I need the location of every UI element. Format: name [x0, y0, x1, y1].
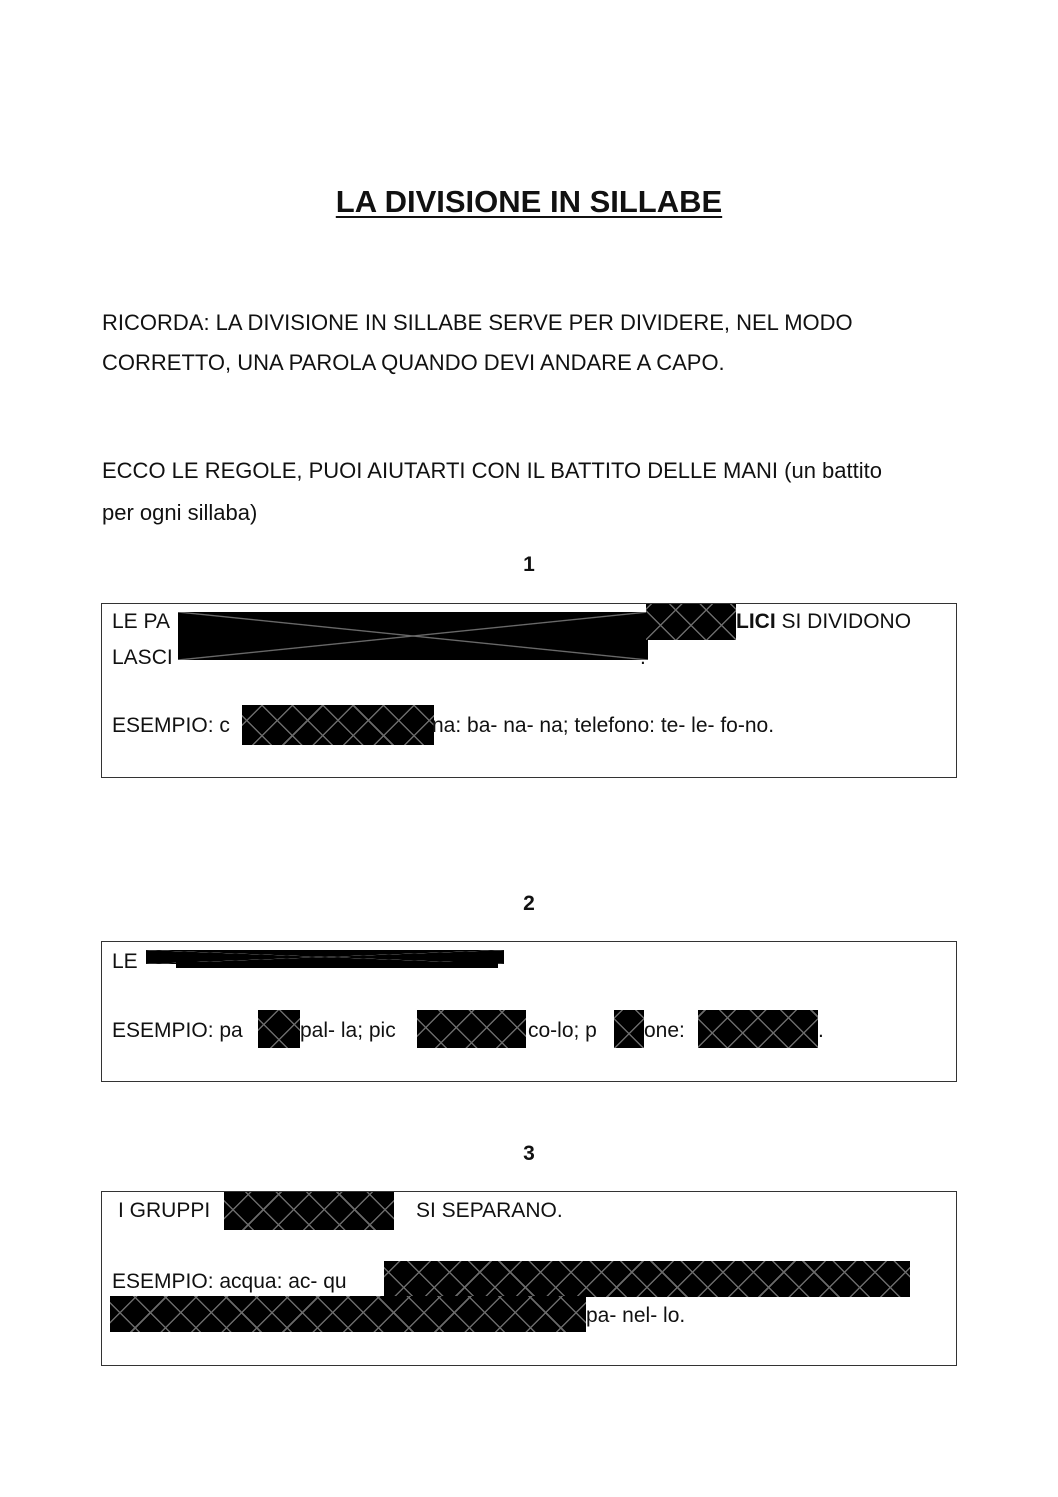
rule-1-line2-end: .: [640, 646, 646, 669]
redaction-block: [646, 604, 736, 640]
rule-3-text-end: SI SEPARANO.: [416, 1199, 563, 1222]
redaction-block: [242, 705, 434, 745]
example-1-start: ESEMPIO: c: [112, 714, 230, 737]
example-2-part-e: .: [818, 1019, 824, 1042]
rule-1-text-end: SI DIVIDONO: [775, 610, 912, 633]
redaction-block: [384, 1261, 910, 1297]
redaction-block: [224, 1192, 394, 1230]
intro-line-1: RICORDA: LA DIVISIONE IN SILLABE SERVE PER DIVIDERE, NEL MODO: [102, 310, 853, 335]
section-number-1: 1: [523, 553, 535, 576]
rule-1-bold: LICI: [736, 610, 776, 633]
rule-box-2: [101, 941, 957, 1082]
rule-1-line2-start: LASCI: [112, 646, 173, 669]
rules-intro-line-2: per ogni sillaba): [102, 500, 258, 525]
redaction-block: [698, 1010, 818, 1048]
redaction-block: [110, 1296, 586, 1332]
example-1-end: na: ba- na- na; telefono: te- le- fo-no.: [432, 714, 775, 737]
redaction-block: [178, 612, 648, 660]
page-title: LA DIVISIONE IN SILLABE: [335, 184, 723, 219]
rule-1-text-start: LE PA: [112, 610, 170, 633]
rule-box-3: [101, 1191, 957, 1366]
example-3-end: pa- nel- lo.: [586, 1304, 686, 1327]
rule-3-text-start: I GRUPPI: [118, 1199, 211, 1222]
section-number-3: 3: [523, 1142, 535, 1165]
example-2-part-d: one:: [644, 1019, 685, 1042]
redaction-block: [614, 1010, 644, 1048]
example-2-part-b: pal- la; pic: [300, 1019, 396, 1042]
rule-box-1: [101, 603, 957, 778]
intro-line-2: CORRETTO, UNA PAROLA QUANDO DEVI ANDARE A CAPO.: [102, 350, 725, 375]
redaction-block: [417, 1010, 526, 1048]
example-2-part-a: ESEMPIO: pa: [112, 1019, 243, 1042]
example-3-start: ESEMPIO: acqua: ac- qu: [112, 1270, 347, 1293]
redaction-block: [176, 962, 498, 968]
example-2-part-c: co-lo; p: [528, 1019, 597, 1042]
redaction-block: [258, 1010, 300, 1048]
rules-intro-line-1: ECCO LE REGOLE, PUOI AIUTARTI CON IL BATTITO DELLE MANI (un battito: [102, 458, 882, 483]
section-number-2: 2: [523, 892, 535, 915]
rule-2-text-start: LE: [112, 950, 138, 973]
